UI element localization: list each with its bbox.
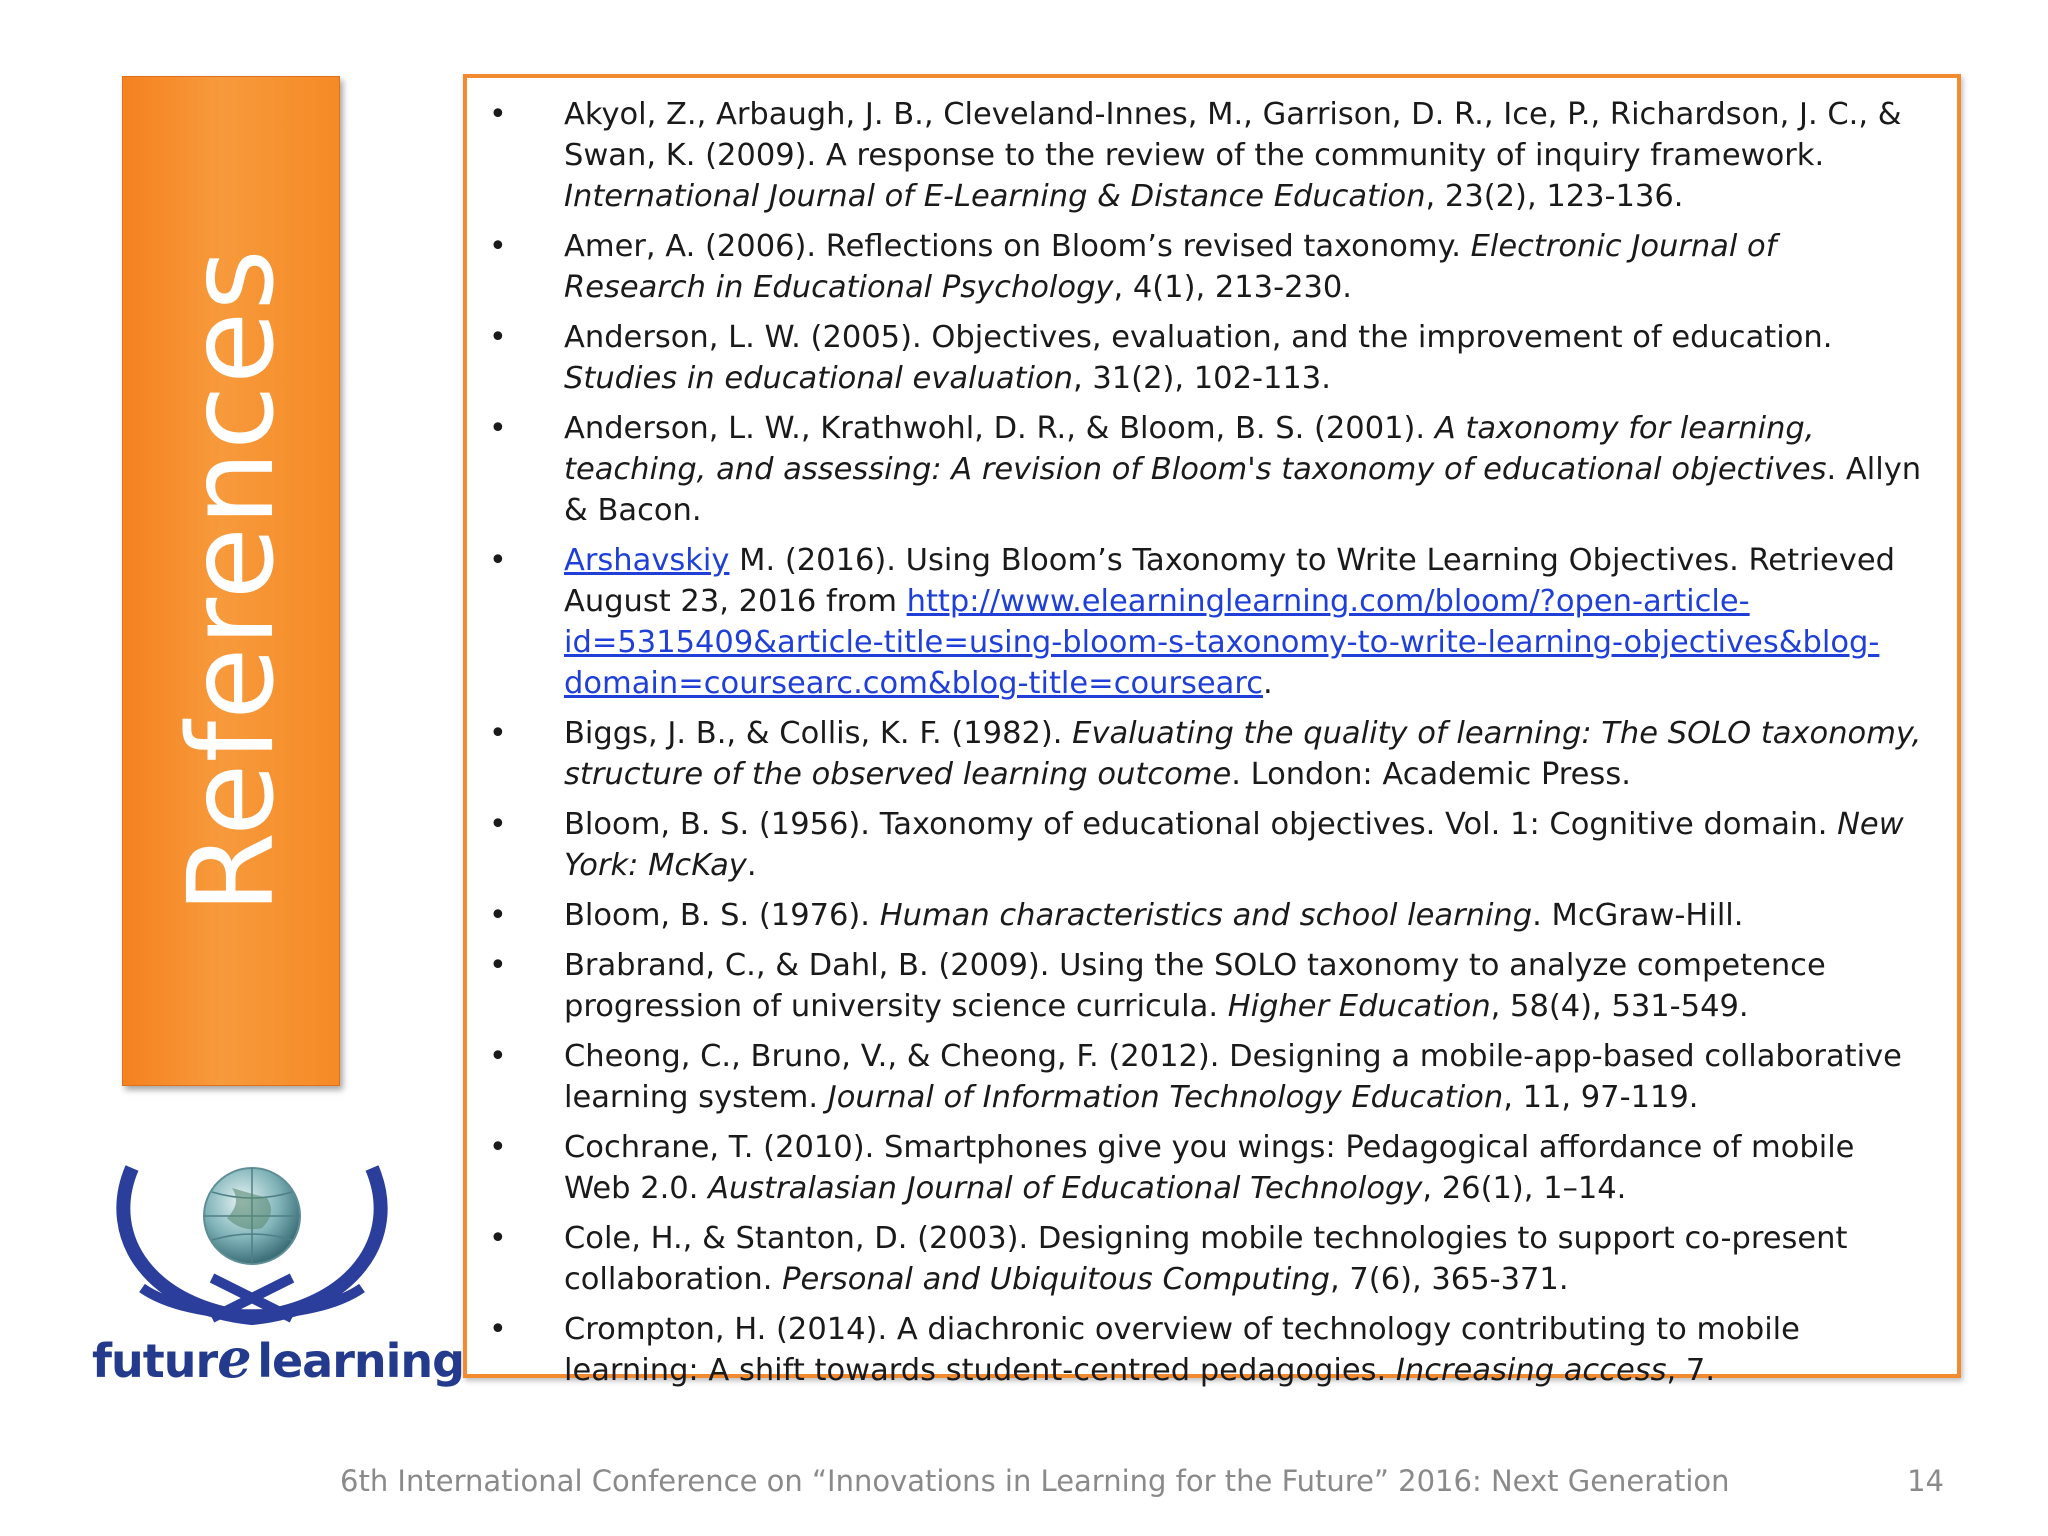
bullet-icon: • (489, 1312, 507, 1347)
reference-link[interactable]: Arshavskiy (564, 543, 730, 578)
reference-text: , 11, 97-119. (1503, 1080, 1699, 1115)
reference-text: , 31(2), 102-113. (1072, 361, 1331, 396)
reference-item (467, 1127, 1957, 1209)
reference-link[interactable]: http://www.elearninglearning.com/bloom/?open-article-id=5315409&article-title=using-bloom-s-taxonomy-to-write-learning-objectives&blog-domain=coursearc.com&blog-title=coursearc (564, 584, 1880, 701)
reference-title-italic: International Journal of E-Learning & Distance Education (564, 179, 1426, 214)
bullet-icon: • (489, 1221, 507, 1256)
reference-text: . McGraw-Hill. (1532, 898, 1744, 933)
reference-item (467, 1218, 1957, 1300)
reference-item (467, 713, 1957, 795)
reference-item (467, 317, 1957, 399)
bullet-icon: • (489, 411, 507, 446)
reference-text: Akyol, Z., Arbaugh, J. B., Cleveland-Innes, M., Garrison, D. R., Ice, P., Richardson, J. C., & Swan, K. (2009). A response to the review of the community of inquiry framework. (564, 97, 1902, 173)
reference-title-italic: Australasian Journal of Educational Technology (708, 1171, 1423, 1206)
bullet-icon: • (489, 1039, 507, 1074)
reference-text: Bloom, B. S. (1956). Taxonomy of educational objectives. Vol. 1: Cognitive domain. (564, 807, 1838, 842)
reference-title-italic: Electronic Journal of Research in Educational Psychology (564, 229, 1777, 305)
reference-text: , 4(1), 213-230. (1113, 270, 1353, 305)
reference-item (467, 1309, 1957, 1391)
reference-text: Biggs, J. B., & Collis, K. F. (1982). (564, 716, 1073, 751)
bullet-icon: • (489, 898, 507, 933)
bullet-icon: • (489, 320, 507, 355)
bullet-icon: • (489, 229, 507, 264)
reference-text: Anderson, L. W. (2005). Objectives, evaluation, and the improvement of education. (564, 320, 1833, 355)
reference-text: Bloom, B. S. (1976). (564, 898, 880, 933)
bullet-icon: • (489, 716, 507, 751)
logo-e-mark: e (217, 1326, 251, 1390)
reference-text: . (746, 848, 757, 883)
banner-title: References (162, 248, 300, 914)
reference-title-italic: Evaluating the quality of learning: The SOLO taxonomy, structure of the observed learning outcome (564, 716, 1922, 792)
logo-text-learning: learning (257, 1334, 465, 1388)
logo-text-futur: futur (92, 1334, 218, 1388)
references-banner (122, 76, 340, 1086)
reference-text: . (1263, 666, 1273, 701)
reference-title-italic: New York: McKay (564, 807, 1904, 883)
reference-text: Crompton, H. (2014). A diachronic overview of technology contributing to mobile learning: A shift towards student-centred pedagogies. (564, 1312, 1800, 1388)
reference-text: Cheong, C., Bruno, V., & Cheong, F. (2012). Designing a mobile-app-based collaborative learning system. (564, 1039, 1902, 1115)
logo-text (92, 1326, 465, 1390)
reference-text: , 7. (1666, 1353, 1716, 1388)
reference-title-italic: Increasing access (1395, 1353, 1667, 1388)
reference-title-italic: Journal of Information Technology Education (827, 1080, 1504, 1115)
reference-text: Amer, A. (2006). Reflections on Bloom’s revised taxonomy. (564, 229, 1471, 264)
bullet-icon: • (489, 543, 507, 578)
reference-title-italic: Human characteristics and school learning (879, 898, 1533, 933)
reference-text: Cole, H., & Stanton, D. (2003). Designing mobile technologies to support co-present collaboration. (564, 1221, 1848, 1297)
reference-text: Cochrane, T. (2010). Smartphones give you wings: Pedagogical affordance of mobile Web 2.0. (564, 1130, 1855, 1206)
reference-list (467, 94, 1957, 1400)
reference-item (467, 408, 1957, 531)
globe-logo-icon (92, 1158, 412, 1338)
reference-item (467, 1036, 1957, 1118)
reference-text: , 58(4), 531-549. (1490, 989, 1749, 1024)
reference-title-italic: Personal and Ubiquitous Computing (782, 1262, 1330, 1297)
reference-item (467, 94, 1957, 217)
reference-text: , 23(2), 123-136. (1425, 179, 1684, 214)
reference-item (467, 895, 1957, 936)
bullet-icon: • (489, 97, 507, 132)
reference-text: Anderson, L. W., Krathwohl, D. R., & Bloom, B. S. (2001). (564, 411, 1435, 446)
page-number: 14 (1907, 1464, 1944, 1498)
footer-text: 6th International Conference on “Innovations in Learning for the Future” 2016: Next Generation (340, 1464, 1730, 1498)
reference-item (467, 226, 1957, 308)
reference-text: . Allyn & Bacon. (564, 452, 1922, 528)
reference-item (467, 804, 1957, 886)
bullet-icon: • (489, 807, 507, 842)
futurelearning-logo (92, 1158, 465, 1390)
reference-title-italic: A taxonomy for learning, teaching, and assessing: A revision of Bloom's taxonomy of educational objectives (564, 411, 1827, 487)
reference-text: . London: Academic Press. (1231, 757, 1631, 792)
reference-text: , 26(1), 1–14. (1422, 1171, 1627, 1206)
reference-text: M. (2016). Using Bloom’s Taxonomy to Write Learning Objectives. Retrieved August 23, 2016 from (564, 543, 1895, 619)
reference-item (467, 945, 1957, 1027)
references-box (463, 74, 1961, 1388)
reference-item (467, 540, 1957, 704)
bullet-icon: • (489, 948, 507, 983)
bullet-icon: • (489, 1130, 507, 1165)
reference-title-italic: Studies in educational evaluation (564, 361, 1073, 396)
reference-text: , 7(6), 365-371. (1330, 1262, 1569, 1297)
reference-text: Brabrand, C., & Dahl, B. (2009). Using the SOLO taxonomy to analyze competence progression of university science curricula. (564, 948, 1826, 1024)
reference-title-italic: Higher Education (1227, 989, 1491, 1024)
